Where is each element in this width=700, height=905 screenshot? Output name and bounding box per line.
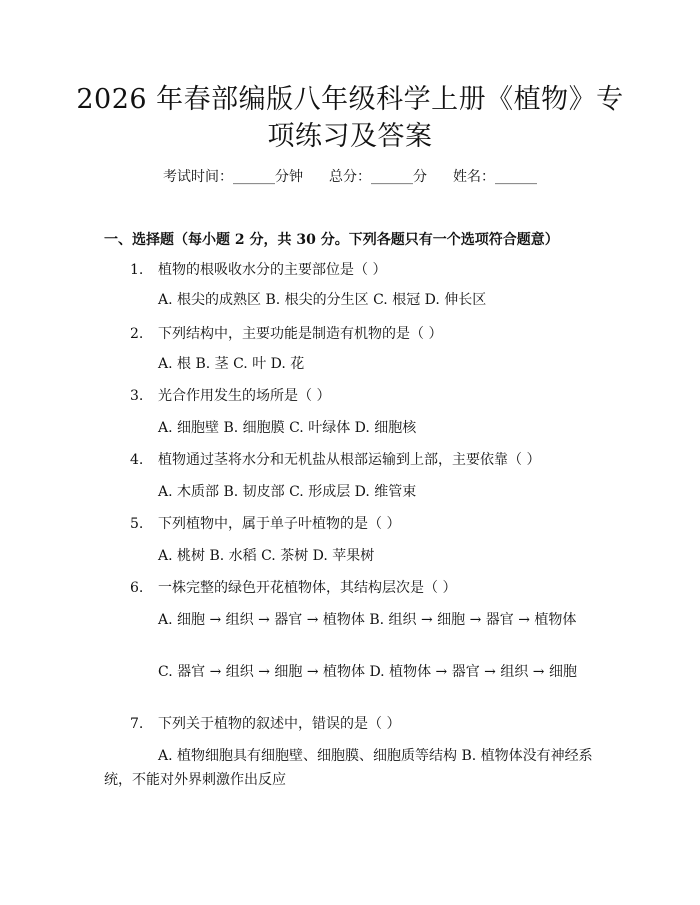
question-options: A. 木质部 B. 韧皮部 C. 形成层 D. 维管束 [158, 484, 417, 500]
exam-time-field: 考试时间：______分钟 [163, 169, 303, 185]
total-score-field: 总分：______分 [329, 169, 427, 185]
question-options: A. 细胞 → 组织 → 器官 → 植物体 B. 组织 → 细胞 → 器官 → 植物体 [158, 612, 577, 628]
question-text: 下列结构中，主要功能是制造有机物的是（ ） [158, 326, 443, 342]
question-options: A. 桃树 B. 水稻 C. 茶树 D. 苹果树 [158, 548, 375, 564]
question [130, 260, 386, 280]
name-field: 姓名：______ [453, 169, 537, 185]
question-text: 光合作用发生的场所是（ ） [158, 388, 331, 404]
question [130, 450, 540, 470]
question [130, 578, 456, 598]
question [130, 514, 400, 534]
question-options: A. 植物细胞具有细胞壁、细胞膜、细胞质等结构 B. 植物体没有神经系统，不能对外界刺激作出反应 [104, 748, 593, 788]
document-title-line-1: 2026 年春部编版八年级科学上册《植物》专 [76, 84, 624, 115]
document-title-line-2: 项练习及答案 [267, 121, 433, 152]
question [130, 324, 442, 344]
question-number: 6. [130, 580, 144, 596]
section-heading: 一、选择题（每小题 2 分，共 30 分。下列各题只有一个选项符合题意） [104, 232, 559, 248]
question [130, 714, 400, 734]
exam-meta [0, 167, 700, 187]
question-number: 4. [130, 452, 144, 468]
question-number: 2. [130, 326, 144, 342]
question-number: 5. [130, 516, 144, 532]
question-options: A. 根 B. 茎 C. 叶 D. 花 [158, 356, 305, 372]
question-text: 植物通过茎将水分和无机盐从根部运输到上部，主要依靠（ ） [158, 452, 541, 468]
question-number: 3. [130, 388, 144, 404]
question-options: A. 根尖的成熟区 B. 根尖的分生区 C. 根冠 D. 伸长区 [158, 292, 487, 308]
question-text: 植物的根吸收水分的主要部位是（ ） [158, 262, 387, 278]
question-options: C. 器官 → 组织 → 细胞 → 植物体 D. 植物体 → 器官 → 组织 → 细胞 [158, 664, 577, 680]
question-options: A. 细胞壁 B. 细胞膜 C. 叶绿体 D. 细胞核 [158, 420, 417, 436]
question-number: 1. [130, 262, 144, 278]
question [130, 386, 330, 406]
question-number: 7. [130, 716, 144, 732]
question-text: 下列关于植物的叙述中，错误的是（ ） [158, 716, 401, 732]
question-text: 一株完整的绿色开花植物体，其结构层次是（ ） [158, 580, 457, 596]
question-text: 下列植物中，属于单子叶植物的是（ ） [158, 516, 401, 532]
